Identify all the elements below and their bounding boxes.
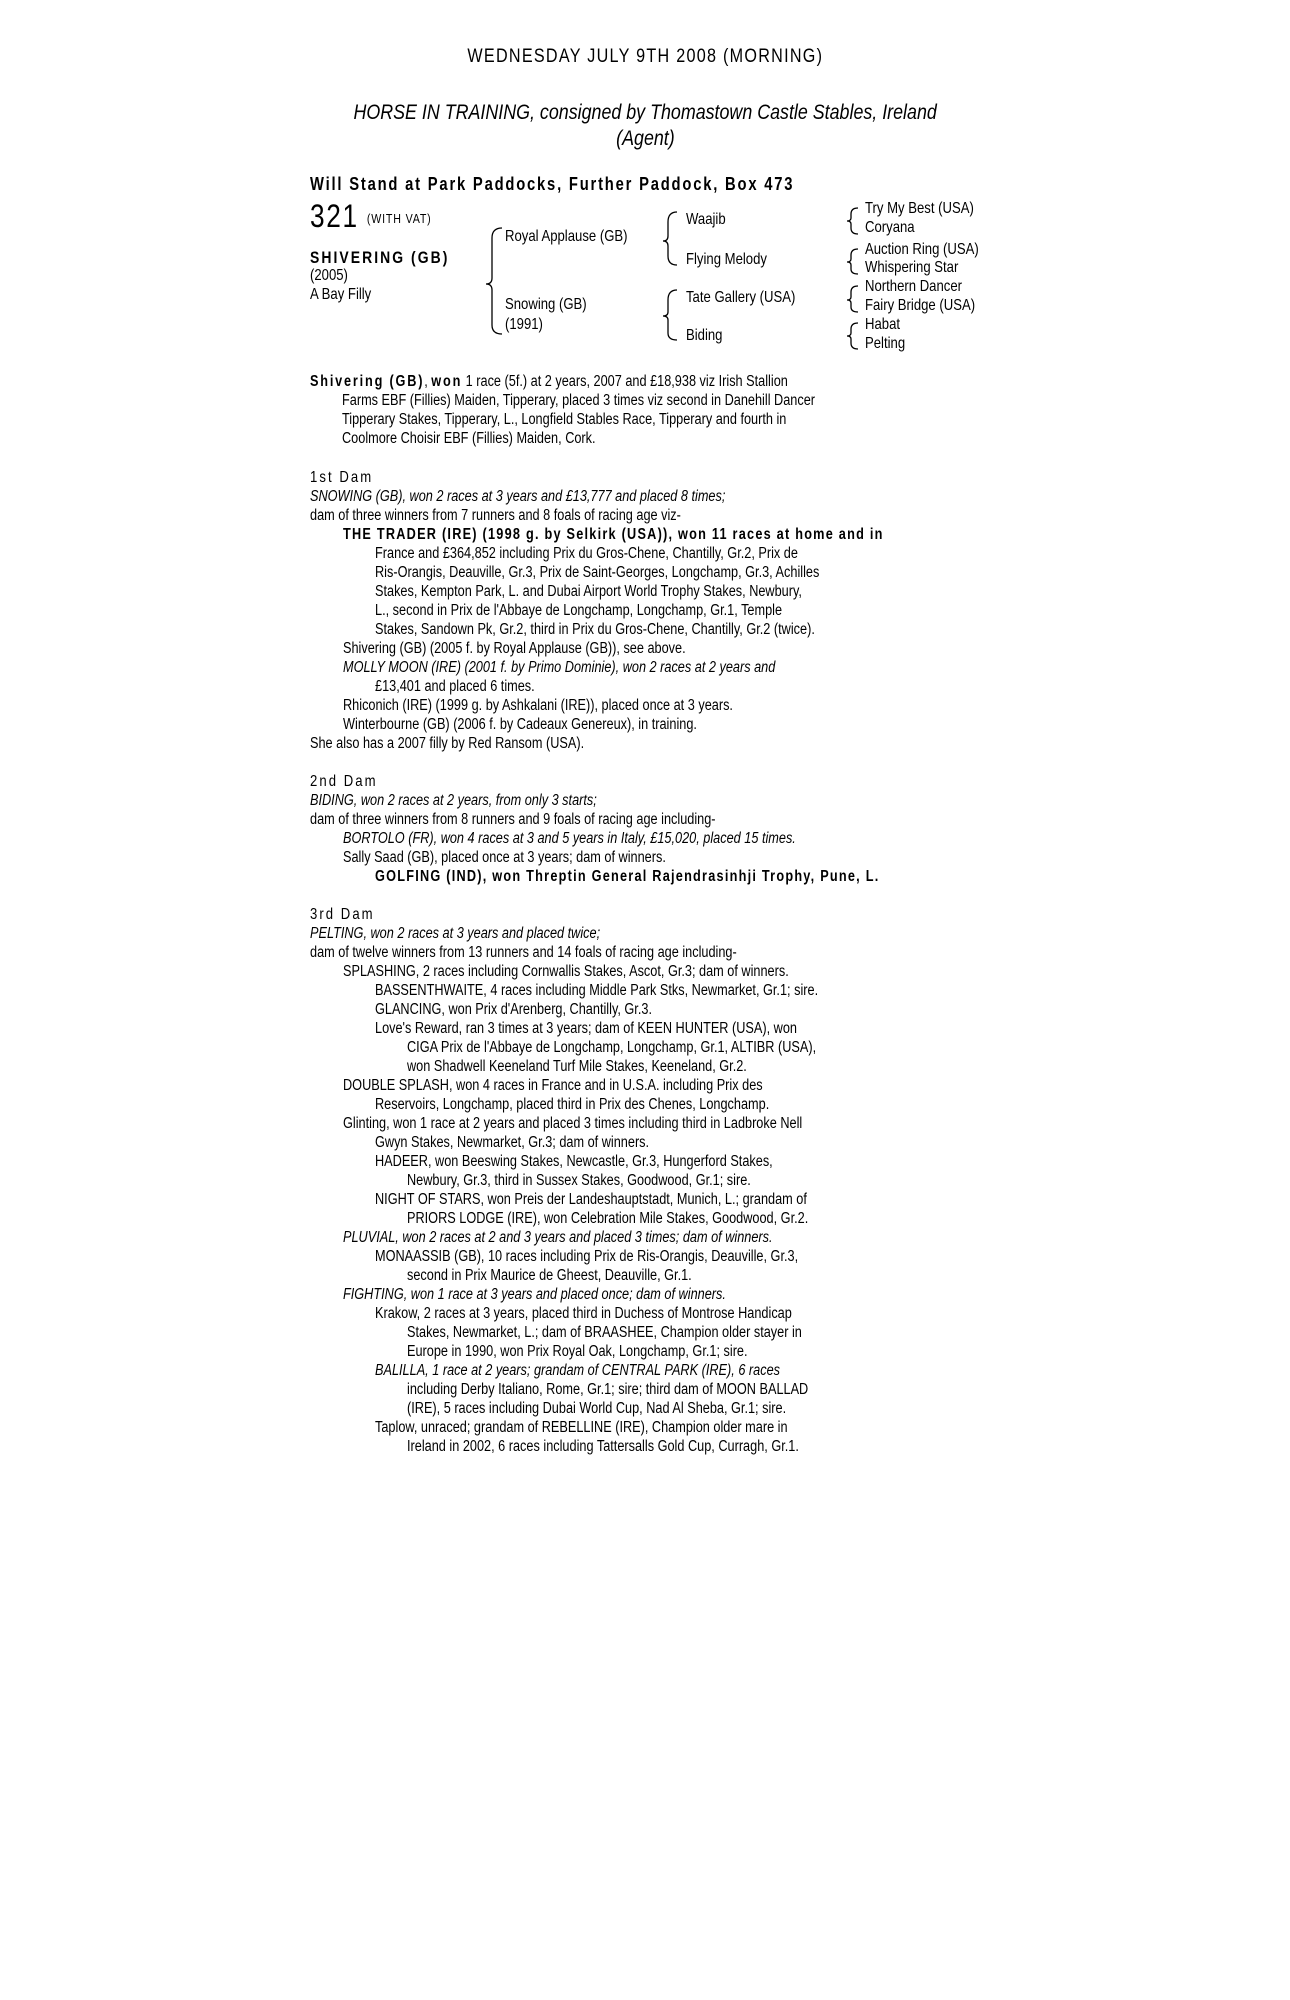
grandparent-4: Whispering Star bbox=[865, 259, 959, 276]
third-dam-section: 3rd Dam PELTING, won 2 races at 3 years and placed twice; dam of twelve winners from 13 runners and 14 foals of racing age including- SPLASHING, 2 races including Cornwallis Stakes, Ascot, Gr.3; dam of winners. BASSENTHWAITE, 4 races including Middle Park Stks, Newmarket, Gr.1; sire. GLANCING, won Prix d'Arenberg, Chantilly, Gr.3. Love's Reward, ran 3 times at 3 years; dam of KEEN HUNTER (USA), won CIGA Prix de l'Abbaye de Longchamp, Longchamp, Gr.1, ALTIBR (USA), won Shadwell Keeneland Turf Mile Stakes, Keeneland, Gr.2. DOUBLE SPLASH, won 4 races in France and in U.S.A. including Prix des Reservoirs, Longchamp, placed third in Prix des Chenes, Longchamp. Glinting, won 1 race at 2 years and placed 3 times including third in Ladbroke Nell Gwyn Stakes, Newmarket, Gr.3; dam of winners. HADEER, won Beeswing Stakes, Newcastle, Gr.3, Hungerford Stakes, Newbury, Gr.3, third in Sussex Stakes, Goodwood, Gr.1; sire. NIGHT OF STARS, won Preis der Landeshauptstadt, Munich, L.; grandam of PRIORS LODGE (IRE), won Celebration Mile Stakes, Goodwood, Gr.2. PLUVIAL, won 2 races at 2 and 3 years and placed 3 times; dam of winners. MONAASSIB (GB), 10 races including Prix de Ris-Orangis, Deauville, Gr.3, second in Prix Maurice de Gheest, Deauville, Gr.1. FIGHTING, won 1 race at 3 years and placed once; dam of winners. Krakow, 2 races at 3 years, placed third in Duchess of Montrose Handicap Stakes, Newmarket, L.; dam of BRAASHEE, Champion older stayer in Europe in 1990, won Prix Royal Oak, Longchamp, Gr.1; sire. BALILLA, 1 race at 2 years; grandam of CENTRAL PARK (IRE), 6 races including Derby Italiano, Rome, Gr.1; sire; third dam of MOON BALLAD (IRE), 5 races including Dubai World Cup, Nad Al Sheba, Gr.1; sire. Taplow, unraced; grandam of REBELLINE (IRE), Champion older mare in Ireland in 2002, 6 races including Tattersalls Gold Cup, Curragh, Gr.1. bbox=[310, 905, 1010, 1456]
third-dam-heading: 3rd Dam bbox=[310, 906, 375, 923]
grandparent-7: Habat bbox=[865, 316, 901, 333]
stand-location: Will Stand at Park Paddocks, Further Paddock, Box 473 bbox=[310, 174, 795, 194]
horse-name: SHIVERING (GB) bbox=[310, 248, 450, 267]
grandparent-6: Fairy Bridge (USA) bbox=[865, 297, 976, 314]
dam-year: (1991) bbox=[505, 316, 543, 333]
sire: Royal Applause (GB) bbox=[505, 228, 628, 245]
dam-dam: Biding bbox=[686, 327, 723, 344]
vat-note: (WITH VAT) bbox=[366, 211, 432, 227]
grandparent-5: Northern Dancer bbox=[865, 278, 962, 295]
pedigree-brackets bbox=[0, 0, 1290, 360]
dam-sire: Tate Gallery (USA) bbox=[686, 289, 796, 306]
horse-year: (2005) bbox=[310, 267, 348, 284]
grandparent-1: Try My Best (USA) bbox=[865, 200, 974, 217]
first-dam-heading: 1st Dam bbox=[310, 469, 374, 486]
consignment-line: HORSE IN TRAINING, consigned by Thomastown Castle Stables, Ireland bbox=[353, 101, 937, 124]
dam: Snowing (GB) bbox=[505, 296, 587, 313]
second-dam-heading: 2nd Dam bbox=[310, 773, 378, 790]
racing-summary: Shivering (GB), won 1 race (5f.) at 2 years, 2007 and £18,938 viz Irish Stallion Farms EBF (Fillies) Maiden, Tipperary, placed 3 times viz second in Danehill Dancer Tipperary Stakes, Tipperary, L., Longfield Stables Race, Tipperary and fourth in Coolmore Choisir EBF (Fillies) Maiden, Cork. bbox=[310, 373, 816, 447]
first-dam-section: 1st Dam SNOWING (GB), won 2 races at 3 years and £13,777 and placed 8 times; dam of three winners from 7 runners and 8 foals of racing age viz- THE TRADER (IRE) (1998 g. by Selkirk (USA)), won 11 races at home and in France and £364,852 including Prix du Gros-Chene, Chantilly, Gr.2, Prix de Ris-Orangis, Deauville, Gr.3, Prix de Saint-Georges, Longchamp, Gr.3, Achilles Stakes, Kempton Park, L. and Dubai Airport World Trophy Stakes, Newbury, L., second in Prix de l'Abbaye de Longchamp, Longchamp, Gr.1, Temple Stakes, Sandown Pk, Gr.2, third in Prix du Gros-Chene, Chantilly, Gr.2 (twice). Shivering (GB) (2005 f. by Royal Applause (GB)), see above. MOLLY MOON (IRE) (2001 f. by Primo Dominie), won 2 races at 2 years and £13,401 and placed 6 times. Rhiconich (IRE) (1999 g. by Ashkalani (IRE)), placed once at 3 years. Winterbourne (GB) (2006 f. by Cadeaux Genereux), in training. She also has a 2007 filly by Red Ransom (USA). bbox=[310, 468, 1010, 753]
horse-name-ref: Shivering (GB) bbox=[310, 373, 425, 390]
lot-number: 321 (WITH VAT) bbox=[310, 198, 432, 234]
sale-date: WEDNESDAY JULY 9TH 2008 (MORNING) bbox=[467, 46, 823, 67]
sire-dam: Flying Melody bbox=[686, 251, 767, 268]
sire-sire: Waajib bbox=[686, 211, 726, 228]
grandparent-3: Auction Ring (USA) bbox=[865, 241, 979, 258]
second-dam-section: 2nd Dam BIDING, won 2 races at 2 years, from only 3 starts; dam of three winners from 8 runners and 9 foals of racing age including- BORTOLO (FR), won 4 races at 3 and 5 years in Italy, £15,020, placed 15 times. Sally Saad (GB), placed once at 3 years; dam of winners. GOLFING (IND), won Threptin General Rajendrasinhji Trophy, Pune, L. bbox=[310, 772, 1010, 886]
grandparent-2: Coryana bbox=[865, 219, 915, 236]
consignment-agent: (Agent) bbox=[615, 127, 675, 150]
grandparent-8: Pelting bbox=[865, 335, 906, 352]
horse-description: A Bay Filly bbox=[310, 286, 372, 303]
